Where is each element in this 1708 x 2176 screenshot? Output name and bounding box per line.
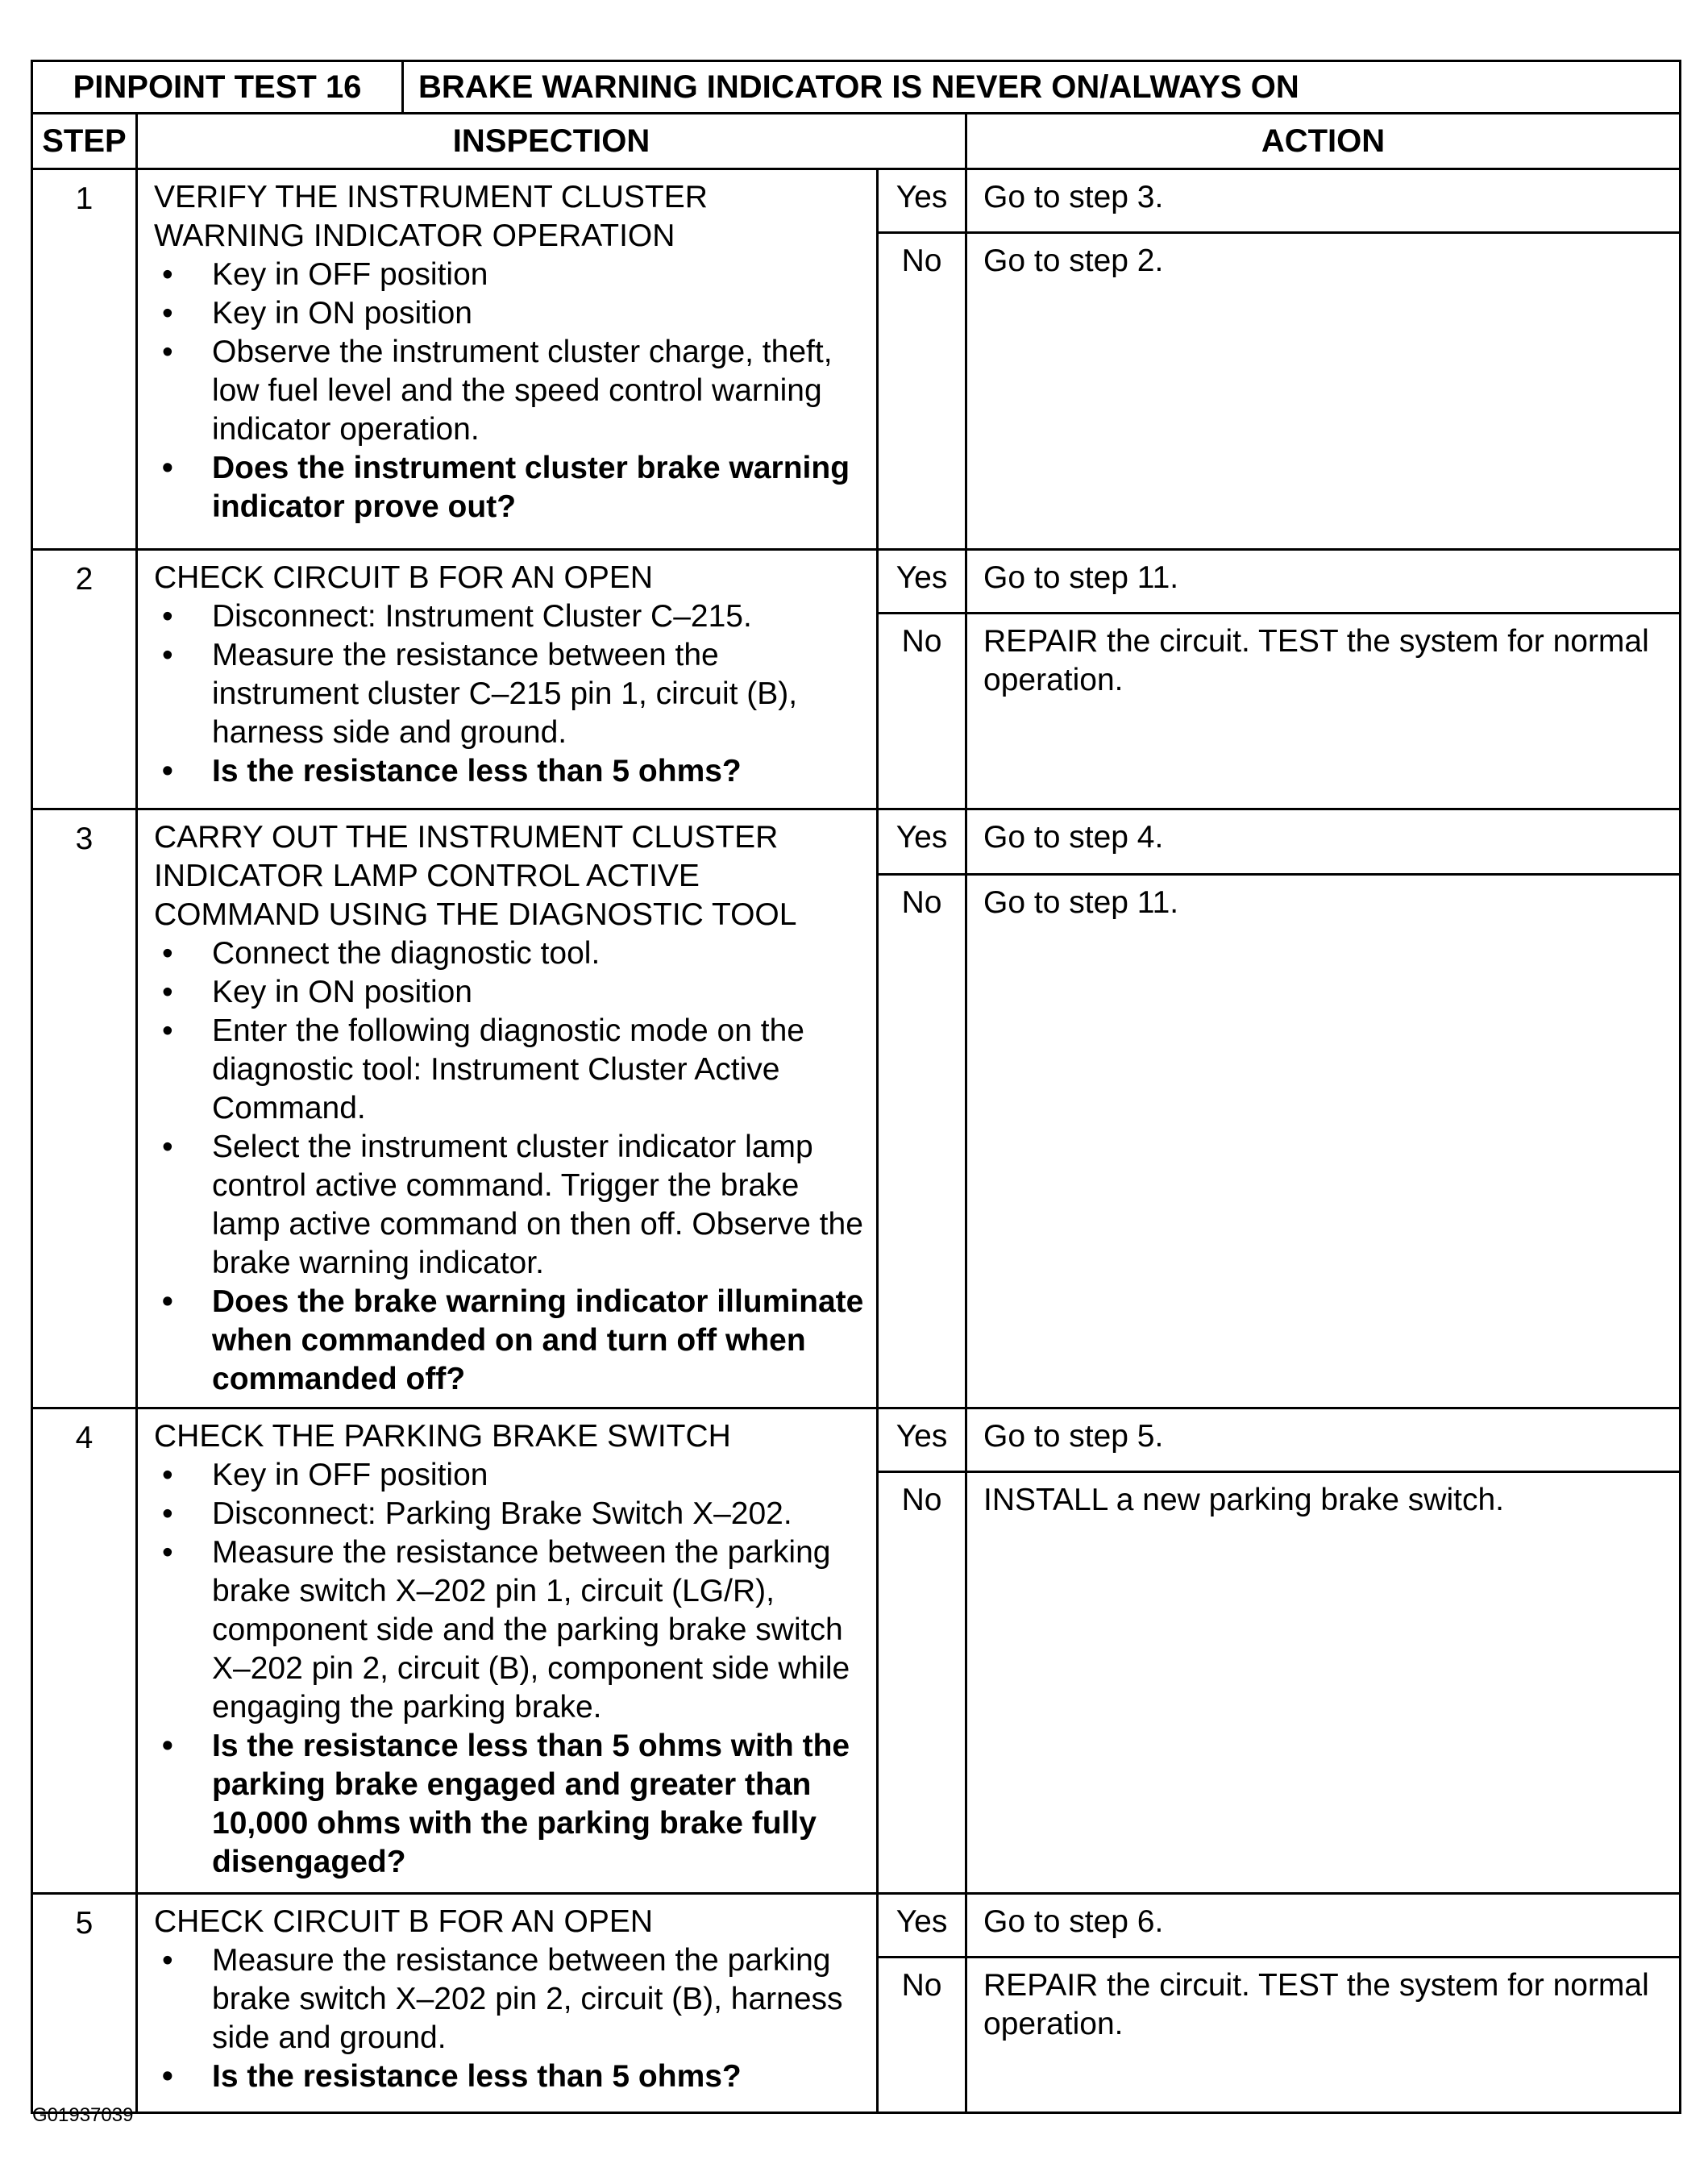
yes-action: Go to step 3. bbox=[966, 169, 1681, 233]
yes-label: Yes bbox=[878, 809, 966, 875]
step-number: 5 bbox=[32, 1894, 137, 2113]
yes-action: Go to step 6. bbox=[966, 1894, 1681, 1958]
inspection-bullet: • Enter the following diagnostic mode on the diagnostic tool: Instrument Cluster Active Command. bbox=[154, 1012, 865, 1128]
inspection-bullet-list bbox=[154, 934, 865, 1399]
inspection-cell bbox=[137, 1894, 878, 2113]
inspection-question: • Is the resistance less than 5 ohms? bbox=[154, 2057, 865, 2096]
no-action: Go to step 11. bbox=[966, 875, 1681, 1408]
inspection-bullet-list bbox=[154, 1456, 865, 1882]
step-row bbox=[32, 1408, 1681, 1472]
inspection-title: CHECK CIRCUIT B FOR AN OPEN bbox=[154, 1904, 654, 1939]
no-label: No bbox=[878, 875, 966, 1408]
step-number: 1 bbox=[32, 169, 137, 550]
step-number: 4 bbox=[32, 1408, 137, 1894]
action-column-header: ACTION bbox=[966, 114, 1681, 169]
no-label: No bbox=[878, 1472, 966, 1894]
no-label: No bbox=[878, 614, 966, 809]
inspection-bullet: • Key in OFF position bbox=[154, 256, 865, 294]
no-label: No bbox=[878, 233, 966, 550]
test-label: PINPOINT TEST 16 bbox=[32, 61, 403, 114]
yes-action: Go to step 4. bbox=[966, 809, 1681, 875]
inspection-question: • Is the resistance less than 5 ohms? bbox=[154, 752, 865, 791]
pinpoint-test-table bbox=[31, 60, 1681, 2114]
inspection-cell bbox=[137, 169, 878, 550]
inspection-cell bbox=[137, 809, 878, 1408]
no-action: REPAIR the circuit. TEST the system for normal operation. bbox=[966, 1958, 1681, 2113]
yes-action: Go to step 5. bbox=[966, 1408, 1681, 1472]
step-column-header: STEP bbox=[32, 114, 137, 169]
inspection-bullet-list bbox=[154, 597, 865, 791]
inspection-title: CHECK CIRCUIT B FOR AN OPEN bbox=[154, 560, 654, 595]
step-number: 3 bbox=[32, 809, 137, 1408]
inspection-bullet: • Select the instrument cluster indicator lamp control active command. Trigger the brake lamp active command on then off. Observe the brake warning indicator. bbox=[154, 1128, 865, 1283]
inspection-cell bbox=[137, 1408, 878, 1894]
inspection-title: CHECK THE PARKING BRAKE SWITCH bbox=[154, 1419, 731, 1454]
yes-label: Yes bbox=[878, 1408, 966, 1472]
inspection-bullet: • Measure the resistance between the parking brake switch X–202 pin 2, circuit (B), harness side and ground. bbox=[154, 1941, 865, 2057]
step-row bbox=[32, 169, 1681, 233]
column-header-row bbox=[32, 114, 1681, 169]
yes-label: Yes bbox=[878, 1894, 966, 1958]
no-action: INSTALL a new parking brake switch. bbox=[966, 1472, 1681, 1894]
inspection-bullet-list bbox=[154, 1941, 865, 2096]
step-number: 2 bbox=[32, 550, 137, 809]
test-title: BRAKE WARNING INDICATOR IS NEVER ON/ALWAYS ON bbox=[403, 61, 1681, 114]
yes-label: Yes bbox=[878, 550, 966, 614]
step-row bbox=[32, 1894, 1681, 1958]
step-row bbox=[32, 809, 1681, 875]
figure-id: G01937039 bbox=[32, 2104, 134, 2126]
inspection-bullet: • Key in ON position bbox=[154, 294, 865, 333]
no-action: Go to step 2. bbox=[966, 233, 1681, 550]
step-row bbox=[32, 550, 1681, 614]
inspection-bullet: • Key in ON position bbox=[154, 973, 865, 1012]
no-label: No bbox=[878, 1958, 966, 2113]
inspection-column-header: INSPECTION bbox=[137, 114, 966, 169]
yes-label: Yes bbox=[878, 169, 966, 233]
inspection-bullet: • Observe the instrument cluster charge, theft, low fuel level and the speed control warning indicator operation. bbox=[154, 333, 865, 449]
title-row bbox=[32, 61, 1681, 114]
inspection-bullet: • Disconnect: Instrument Cluster C–215. bbox=[154, 597, 865, 636]
inspection-bullet: • Measure the resistance between the parking brake switch X–202 pin 1, circuit (LG/R), component side and the parking brake switch X–202 pin 2, circuit (B), component side while engaging the parking brake. bbox=[154, 1533, 865, 1727]
inspection-cell bbox=[137, 550, 878, 809]
yes-action: Go to step 11. bbox=[966, 550, 1681, 614]
inspection-bullet: • Measure the resistance between the instrument cluster C–215 pin 1, circuit (B), harness side and ground. bbox=[154, 636, 865, 752]
inspection-bullet: • Connect the diagnostic tool. bbox=[154, 934, 865, 973]
inspection-bullet: • Key in OFF position bbox=[154, 1456, 865, 1495]
inspection-bullet: • Disconnect: Parking Brake Switch X–202. bbox=[154, 1495, 865, 1533]
inspection-question: • Does the brake warning indicator illuminate when commanded on and turn off when commanded off? bbox=[154, 1283, 865, 1399]
inspection-bullet-list bbox=[154, 256, 865, 526]
inspection-question: • Does the instrument cluster brake warning indicator prove out? bbox=[154, 449, 865, 526]
inspection-question: • Is the resistance less than 5 ohms with the parking brake engaged and greater than 10,000 ohms with the parking brake fully disengaged? bbox=[154, 1727, 865, 1882]
inspection-title: VERIFY THE INSTRUMENT CLUSTER WARNING INDICATOR OPERATION bbox=[154, 180, 708, 253]
no-action: REPAIR the circuit. TEST the system for normal operation. bbox=[966, 614, 1681, 809]
inspection-title: CARRY OUT THE INSTRUMENT CLUSTER INDICATOR LAMP CONTROL ACTIVE COMMAND USING THE DIAGNOSTIC TOOL bbox=[154, 820, 797, 932]
